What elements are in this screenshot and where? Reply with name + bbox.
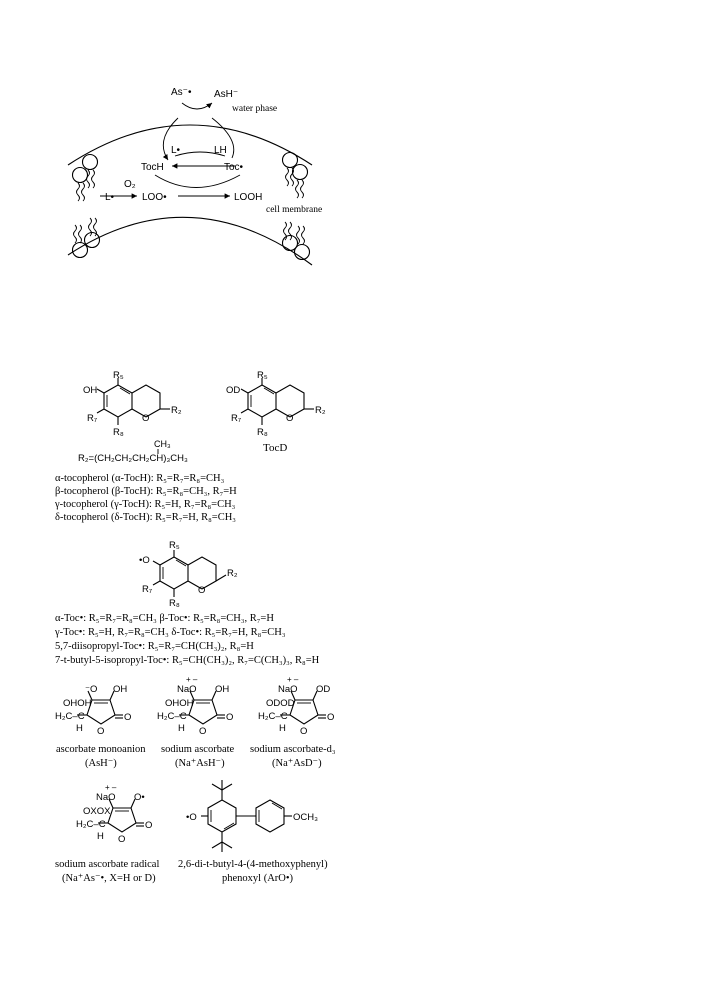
ascrad-name: sodium ascorbate radical [55,859,160,870]
asc3-abbr: (Na⁺AsD⁻) [272,758,322,769]
rad-o-label: •O [139,555,150,566]
asc3-ring-o: O [300,726,308,737]
asc1-top-left: ⁻O [85,684,98,695]
tocd-o-label: O [286,413,294,424]
ascrad-h: H [97,831,104,842]
toc-radical-label: Toc• [224,162,244,173]
tocd-structure [226,370,326,454]
ascrad-top-right: O• [134,792,145,803]
toc-r7-label: R₇ [87,413,98,424]
tocopherol-delta: δ-tocopherol (δ-TocH): R₅=R₇=H, R₈=CH₃ [55,512,236,523]
toc-r5-label: R₅ [113,370,124,381]
lower-cycle-curve [155,175,240,188]
radical-tbutyl-isopropyl: 7-t-butyl-5-isopropyl-Toc•: R₅=CH(CH₃)₂, R₇=C(CH₃)₃, R₈=H [55,655,320,666]
asc2-name: sodium ascorbate [161,744,235,755]
asc2-side: OHOH [165,698,194,709]
asc3-top-right: OD [316,684,331,695]
radical-gamma-delta: γ-Toc•: R₅=H, R₇=R₈=CH₃ δ-Toc•: R₅=R₇=H, R₈=CH₃ [55,627,286,638]
toc-r2-definition: R₂=(CH₂CH₂CH₂CH)₃CH₃ [78,453,188,464]
rad-r5-label: R₅ [169,540,180,551]
asc3-charge: + – [287,675,299,684]
tocopherol-structure [78,370,188,464]
tocd-r7-label: R₇ [231,413,242,424]
radical-list [54,613,320,666]
membrane-diagram [68,87,322,265]
tocd-od-label: OD [226,385,241,396]
aro-o-label: •O [186,812,197,823]
lipid-left-upper [73,155,98,202]
sodium-ascorbate-d3 [250,675,336,769]
asc1-h: H [76,723,83,734]
asc2-charge: + – [186,675,198,684]
asc2-chain: H₂C–C [157,711,187,722]
toc-o-label: O [142,413,150,424]
asc2-top-right: OH [215,684,230,695]
asc1-top-right: OH [113,684,128,695]
l-radical-top-label: L• [171,145,181,156]
asc2-ring-o: O [199,726,207,737]
rad-r8-label: R₈ [169,598,180,609]
ascrad-ring-o: O [118,834,126,845]
asc3-h: H [279,723,286,734]
as-radical-label: As⁻• [171,87,192,98]
toc-ch3-label: CH₃ [154,439,171,449]
asc3-carbonyl: O [327,712,335,723]
tocopherol-gamma: γ-tocopherol (γ-TocH): R₅=H, R₇=R₈=CH₃ [55,499,236,510]
ascrad-carbonyl: O [145,820,153,831]
ash-label: AsH⁻ [214,89,239,100]
cell-membrane-label: cell membrane [266,205,323,215]
aro-radical-structure [178,780,328,884]
tocd-name: TocD [263,442,288,454]
ascorbate-radical [55,783,159,884]
asc1-ring-o: O [97,726,105,737]
toc-oh-label: OH [83,385,98,396]
asc3-top-left: NaO [278,684,298,695]
lipid-left-lower [73,218,100,258]
l-radical-left-label: L• [105,192,115,203]
toc-radical-structure [139,540,238,609]
ascrad-top-left: NaO [96,792,116,803]
sodium-ascorbate [157,675,235,769]
tocd-r8-label: R₈ [257,427,268,438]
toc-r2-label: R₂ [171,405,182,416]
asc3-name: sodium ascorbate-d₃ [250,744,336,755]
asc2-top-left: NaO [177,684,197,695]
tocd-r5-label: R₅ [257,370,268,381]
lh-label: LH [214,145,227,156]
asc2-abbr: (Na⁺AsH⁻) [175,758,225,769]
asc1-name: ascorbate monoanion [56,744,146,755]
aro-name-line2: phenoxyl (ArO•) [222,873,294,884]
rad-r7-label: R₇ [142,584,153,595]
asc1-chain: H₂C–C [55,711,85,722]
asc3-chain: H₂C–C [258,711,288,722]
outer-membrane-arc [68,125,312,165]
toc-r8-label: R₈ [113,427,124,438]
aro-name-line1: 2,6-di-t-butyl-4-(4-methoxyphenyl) [178,859,328,870]
ash-to-as-arrow [182,103,212,109]
toch-label: TocH [141,162,164,173]
tocopherol-alpha: α-tocopherol (α-TocH): R₅=R₇=R₈=CH₃ [55,473,225,484]
radical-alpha-beta: α-Toc•: R₅=R₇=R₈=CH₃ β-Toc•: R₅=R₈=CH₃, R₇=H [55,613,274,624]
o2-label: O₂ [124,179,136,190]
asc1-side: OHOH [63,698,92,709]
rad-r2-label: R₂ [227,568,238,579]
ascrad-charge: + – [105,783,117,792]
ascrad-chain: H₂C–C [76,819,106,830]
rad-ring-o-label: O [198,585,206,596]
asc1-abbr: (AsH⁻) [85,758,117,769]
asc1-carbonyl: O [124,712,132,723]
inner-membrane-arc [68,217,312,265]
looh-label: LOOH [234,192,263,203]
aro-och3-label: OCH₃ [293,812,318,823]
tocopherol-beta: β-tocopherol (β-TocH): R₅=R₈=CH₃, R₇=H [55,486,237,497]
asc2-carbonyl: O [226,712,234,723]
radical-diisopropyl: 5,7-diisopropyl-Toc•: R₅=R₇=CH(CH₃)₂, R₈=H [55,641,254,652]
ascrad-side: OXOX [83,806,111,817]
loo-radical-label: LOO• [142,192,167,203]
asc3-side: ODOD [266,698,295,709]
ascorbate-monoanion [55,684,146,769]
ascrad-abbr: (Na⁺As⁻•, X=H or D) [62,873,156,884]
tocd-r2-label: R₂ [315,405,326,416]
asc2-h: H [178,723,185,734]
tocopherol-list [54,473,237,523]
water-phase-label: water phase [232,104,278,114]
